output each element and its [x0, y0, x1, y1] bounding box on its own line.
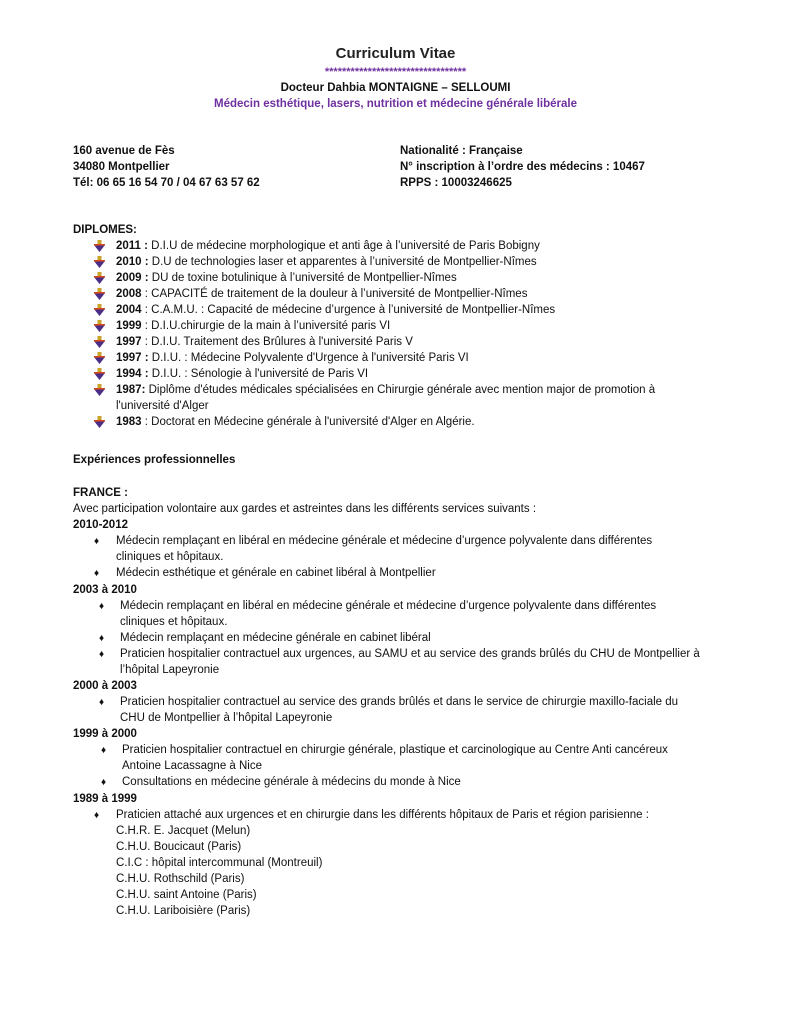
period-label: 2010-2012: [73, 519, 128, 531]
experience-item: Praticien hospitalier contractuel au service des grands brûlés et dans le service de chirurgie maxillo-faciale du: [120, 696, 679, 708]
period-label: 1989 à 1999: [73, 793, 137, 805]
experience-item: Médecin remplaçant en libéral en médecine générale et médecine d’urgence polyvalente dans différentes: [116, 535, 653, 547]
diploma-text: D.I.U. : Sénologie à l'université de Paris VI: [148, 368, 369, 380]
experience-item: Médecin remplaçant en médecine générale en cabinet libéral: [120, 632, 431, 644]
diploma-year: 2009 :: [116, 272, 149, 284]
cv-title: Curriculum Vitae: [335, 45, 456, 62]
phone: Tél: 06 65 16 54 70 / 04 67 63 57 62: [73, 177, 260, 189]
diploma-year: 2011 :: [116, 240, 148, 252]
diploma-year: 2004: [116, 304, 142, 316]
diploma-year: 1997 :: [116, 352, 149, 364]
experience-item: Praticien attaché aux urgences et en chirurgie dans les différents hôpitaux de Paris et région parisienne :: [116, 809, 649, 821]
arrow-down-bullet-icon: [94, 320, 105, 332]
diploma-year: 1987:: [116, 384, 146, 396]
hospital-item: C.I.C : hôpital intercommunal (Montreuil): [116, 857, 323, 869]
diplomas-heading: DIPLOMES:: [73, 224, 137, 236]
experience-item-continuation: cliniques et hôpitaux.: [116, 551, 224, 563]
diamond-bullet-icon: ♦: [99, 697, 105, 708]
experience-item: Praticien hospitalier contractuel aux urgences, au SAMU et au service des grands brûlés du CHU de Montpellier à: [120, 648, 700, 660]
diploma-text: : D.I.U.chirurgie de la main à l’université paris VI: [141, 320, 391, 332]
period-label: 2003 à 2010: [73, 584, 137, 596]
diamond-bullet-icon: ♦: [99, 601, 105, 612]
diploma-text: Diplôme d'études médicales spécialisées en Chirurgie générale avec mention major de promotion à: [145, 384, 656, 396]
stars-divider: *********************************: [324, 66, 467, 78]
address-line2: 34080 Montpellier: [73, 161, 170, 173]
experience-intro: Avec participation volontaire aux gardes et astreintes dans les différents services suivants :: [73, 503, 537, 515]
hospital-item: C.H.U. Lariboisière (Paris): [116, 905, 251, 917]
arrow-down-bullet-icon: [94, 336, 105, 348]
diploma-text: DU de toxine botulinique à l’université de Montpellier-Nîmes: [148, 272, 457, 284]
experience-item: Consultations en médecine générale à médecins du monde à Nice: [122, 776, 461, 788]
diploma-year: 1994 :: [116, 368, 149, 380]
diploma-text: D.I.U de médecine morphologique et anti âge à l’université de Paris Bobigny: [147, 240, 540, 252]
diploma-text: : C.A.M.U. : Capacité de médecine d’urgence à l’université de Montpellier-Nîmes: [141, 304, 556, 316]
diploma-item: [116, 351, 469, 366]
diploma-item: [116, 271, 457, 286]
experience-item-continuation: Antoine Lacassagne à Nice: [122, 760, 263, 772]
diploma-item: [116, 319, 390, 334]
diamond-bullet-icon: ♦: [101, 745, 107, 756]
period-label: 2000 à 2003: [73, 680, 137, 692]
experience-item: Médecin esthétique et générale en cabinet libéral à Montpellier: [116, 567, 436, 579]
diamond-bullet-icon: ♦: [99, 633, 105, 644]
diploma-year: 2008: [116, 288, 142, 300]
diploma-item: [116, 255, 537, 270]
hospital-item: C.H.U. saint Antoine (Paris): [116, 889, 257, 901]
diploma-text: : D.I.U. Traitement des Brûlures à l'université Paris V: [141, 336, 413, 348]
experience-heading: Expériences professionnelles: [73, 454, 236, 466]
arrow-down-bullet-icon: [94, 288, 105, 300]
experience-item-continuation: CHU de Montpellier à l’hôpital Lapeyronie: [120, 712, 333, 724]
diploma-item: [116, 383, 655, 398]
diploma-item: [116, 335, 413, 350]
experience-item-continuation: l’hôpital Lapeyronie: [120, 664, 220, 676]
period-label: 1999 à 2000: [73, 728, 137, 740]
doctor-name: Docteur Dahbia MONTAIGNE – SELLOUMI: [280, 82, 511, 94]
diploma-year: 1997: [116, 336, 142, 348]
arrow-down-bullet-icon: [94, 416, 105, 428]
diploma-item: [116, 303, 555, 318]
arrow-down-bullet-icon: [94, 384, 105, 396]
experience-item-continuation: cliniques et hôpitaux.: [120, 616, 228, 628]
arrow-down-bullet-icon: [94, 368, 105, 380]
diamond-bullet-icon: ♦: [94, 810, 100, 821]
hospital-item: C.H.U. Rothschild (Paris): [116, 873, 245, 885]
rpps-number: RPPS : 10003246625: [400, 177, 512, 189]
arrow-down-bullet-icon: [94, 240, 105, 252]
diamond-bullet-icon: ♦: [99, 649, 105, 660]
diploma-item: [116, 239, 540, 254]
diploma-year: 1983: [116, 416, 142, 428]
country-heading: FRANCE :: [73, 487, 128, 499]
diploma-item: [116, 287, 527, 302]
diploma-item-continuation: l'université d'Alger: [116, 400, 209, 412]
diploma-text: D.U de technologies laser et apparentes à l’université de Montpellier-Nîmes: [148, 256, 537, 268]
hospital-item: C.H.R. E. Jacquet (Melun): [116, 825, 251, 837]
diamond-bullet-icon: ♦: [101, 777, 107, 788]
diploma-year: 1999: [116, 320, 142, 332]
arrow-down-bullet-icon: [94, 272, 105, 284]
diploma-item: [116, 367, 368, 382]
address-line1: 160 avenue de Fès: [73, 145, 175, 157]
specialty: Médecin esthétique, lasers, nutrition et médecine générale libérale: [213, 98, 577, 110]
experience-item: Médecin remplaçant en libéral en médecine générale et médecine d’urgence polyvalente dans différentes: [120, 600, 657, 612]
hospital-item: C.H.U. Boucicaut (Paris): [116, 841, 242, 853]
arrow-down-bullet-icon: [94, 352, 105, 364]
diamond-bullet-icon: ♦: [94, 536, 100, 547]
arrow-down-bullet-icon: [94, 256, 105, 268]
arrow-down-bullet-icon: [94, 304, 105, 316]
nationality: Nationalité : Française: [400, 145, 523, 157]
diploma-year: 2010 :: [116, 256, 149, 268]
experience-item: Praticien hospitalier contractuel en chirurgie générale, plastique et carcinologique au Centre Anti cancéreux: [122, 744, 668, 756]
diploma-text: D.I.U. : Médecine Polyvalente d'Urgence à l'université Paris VI: [148, 352, 469, 364]
diamond-bullet-icon: ♦: [94, 568, 100, 579]
diploma-item: [116, 415, 475, 430]
diploma-text: : CAPACITÉ de traitement de la douleur à l’université de Montpellier-Nîmes: [141, 288, 528, 300]
order-number: N° inscription à l’ordre des médecins : 10467: [400, 161, 645, 173]
diploma-text: : Doctorat en Médecine générale à l'université d'Alger en Algérie.: [141, 416, 475, 428]
